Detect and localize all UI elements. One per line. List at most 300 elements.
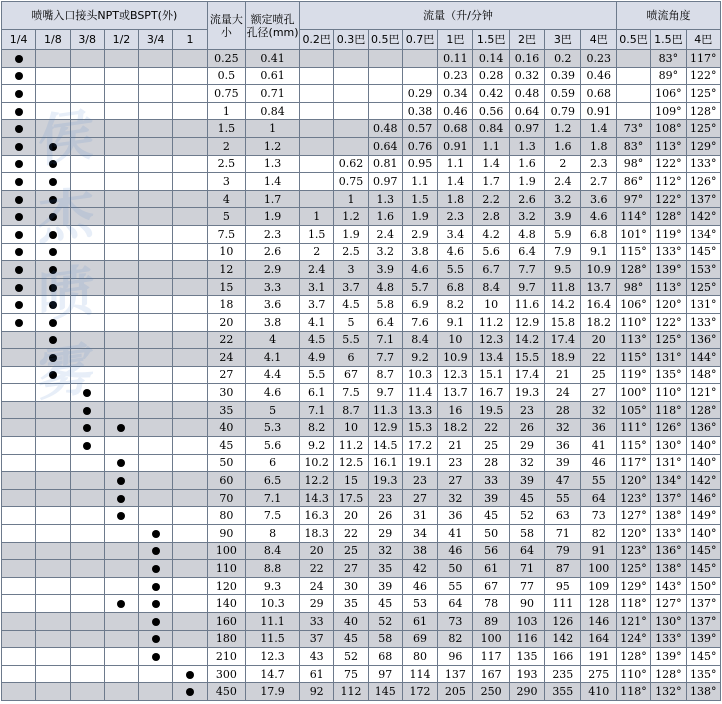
spray-angle-cell: 113° xyxy=(651,278,686,296)
inlet-availability-cell xyxy=(2,560,36,578)
inlet-availability-cell xyxy=(36,278,70,296)
spray-angle-cell: 119° xyxy=(616,366,650,384)
flow-value-cell: 4.5 xyxy=(300,331,334,349)
flow-value-cell: 3.2 xyxy=(509,208,544,226)
inlet-availability-cell xyxy=(36,419,70,437)
inlet-availability-cell xyxy=(70,419,104,437)
available-dot-icon xyxy=(152,547,160,555)
flow-value-cell: 0.38 xyxy=(402,102,437,120)
flow-value-cell: 14.2 xyxy=(545,296,581,314)
inlet-availability-cell xyxy=(173,665,207,683)
flow-value-cell: 15.5 xyxy=(509,349,544,367)
flow-value-cell: 2.3 xyxy=(438,208,473,226)
flow-value-cell: 117 xyxy=(473,648,509,666)
flow-value-cell: 166 xyxy=(545,648,581,666)
table-row xyxy=(2,278,721,296)
flow-value-cell: 32 xyxy=(509,454,544,472)
spray-angle-cell: 110° xyxy=(616,313,650,331)
flow-value-cell: 191 xyxy=(581,648,616,666)
spray-angle-cell: 113° xyxy=(616,331,650,349)
inlet-availability-cell xyxy=(173,102,207,120)
orifice-cell: 0.71 xyxy=(246,85,300,103)
inlet-availability-cell xyxy=(2,50,36,68)
inlet-availability-cell xyxy=(104,525,138,543)
flow-value-cell: 114 xyxy=(402,665,437,683)
flow-value-cell: 1.5 xyxy=(300,225,334,243)
inlet-availability-cell xyxy=(36,155,70,173)
available-dot-icon xyxy=(15,143,23,151)
inlet-availability-cell xyxy=(2,366,36,384)
available-dot-icon xyxy=(152,530,160,538)
flow-value-cell: 41 xyxy=(581,437,616,455)
table-row xyxy=(2,102,721,120)
flow-value-cell: 250 xyxy=(473,683,509,701)
inlet-size-header: 1/8 xyxy=(36,30,70,50)
inlet-availability-cell xyxy=(139,472,173,490)
spray-angle-cell: 109° xyxy=(651,102,686,120)
flow-value-cell: 6.7 xyxy=(473,261,509,279)
flow-size-cell: 18 xyxy=(207,296,245,314)
inlet-availability-cell xyxy=(36,190,70,208)
inlet-availability-cell xyxy=(139,173,173,191)
inlet-availability-cell xyxy=(70,190,104,208)
flow-value-cell: 355 xyxy=(545,683,581,701)
flow-value-cell: 58 xyxy=(368,630,402,648)
spray-angle-cell: 135° xyxy=(651,366,686,384)
flow-value-cell: 6.8 xyxy=(438,278,473,296)
inlet-availability-cell xyxy=(104,366,138,384)
flow-value-cell: 61 xyxy=(402,613,437,631)
orifice-cell: 0.41 xyxy=(246,50,300,68)
inlet-availability-cell xyxy=(70,665,104,683)
flow-value-cell: 1.4 xyxy=(438,173,473,191)
flow-value-cell: 45 xyxy=(509,489,544,507)
flow-value-cell: 67 xyxy=(334,366,368,384)
spray-angle-cell: 131° xyxy=(686,296,721,314)
inlet-availability-cell xyxy=(173,313,207,331)
flow-value-cell: 167 xyxy=(473,665,509,683)
inlet-availability-cell xyxy=(139,648,173,666)
inlet-availability-cell xyxy=(139,190,173,208)
inlet-availability-cell xyxy=(104,613,138,631)
orifice-cell: 1.7 xyxy=(246,190,300,208)
flow-value-cell: 0.23 xyxy=(581,50,616,68)
flow-value-cell: 0.81 xyxy=(368,155,402,173)
flow-value-cell: 18.3 xyxy=(300,525,334,543)
flow-value-cell: 7.9 xyxy=(545,243,581,261)
flow-size-cell: 100 xyxy=(207,542,245,560)
flow-value-cell: 79 xyxy=(545,542,581,560)
flow-value-cell: 12.3 xyxy=(438,366,473,384)
flow-pressure-header: 0.3巴 xyxy=(334,30,368,50)
spray-angle-cell: 125° xyxy=(686,85,721,103)
flow-value-cell: 56 xyxy=(473,542,509,560)
orifice-cell: 17.9 xyxy=(246,683,300,701)
flow-value-cell: 5.6 xyxy=(473,243,509,261)
flow-value-cell: 46 xyxy=(402,577,437,595)
available-dot-icon xyxy=(15,231,23,239)
available-dot-icon xyxy=(49,248,57,256)
available-dot-icon xyxy=(83,389,91,397)
flow-value-cell: 39 xyxy=(509,472,544,490)
flow-value-cell: 1.9 xyxy=(334,225,368,243)
inlet-availability-cell xyxy=(104,648,138,666)
inlet-availability-cell xyxy=(104,208,138,226)
inlet-availability-cell xyxy=(36,472,70,490)
flow-value-cell: 12.9 xyxy=(509,313,544,331)
inlet-availability-cell xyxy=(173,613,207,631)
flow-value-cell: 17.4 xyxy=(509,366,544,384)
flow-value-cell: 7.6 xyxy=(402,313,437,331)
spray-angle-cell: 125° xyxy=(686,120,721,138)
table-row xyxy=(2,85,721,103)
spray-angle-cell: 126° xyxy=(651,419,686,437)
spray-angle-cell: 111° xyxy=(616,419,650,437)
flow-value-cell: 34 xyxy=(402,525,437,543)
table-row xyxy=(2,489,721,507)
flow-value-cell: 75 xyxy=(334,665,368,683)
spray-angle-cell xyxy=(616,50,650,68)
flow-value-cell: 5.8 xyxy=(368,296,402,314)
spray-angle-cell: 139° xyxy=(651,261,686,279)
flow-value-cell: 50 xyxy=(473,525,509,543)
orifice-cell: 5 xyxy=(246,401,300,419)
flow-value-cell: 95 xyxy=(545,577,581,595)
flow-value-cell: 21 xyxy=(438,437,473,455)
inlet-availability-cell xyxy=(2,419,36,437)
inlet-availability-cell xyxy=(2,173,36,191)
orifice-cell: 8 xyxy=(246,525,300,543)
flow-value-cell: 146 xyxy=(581,613,616,631)
spray-angle-cell: 143° xyxy=(651,577,686,595)
flow-value-cell: 12.3 xyxy=(473,331,509,349)
flow-value-cell: 39 xyxy=(368,577,402,595)
spray-angle-cell: 101° xyxy=(616,225,650,243)
spray-angle-cell: 125° xyxy=(686,278,721,296)
inlet-availability-cell xyxy=(2,243,36,261)
flow-value-cell: 6.8 xyxy=(581,225,616,243)
spray-angle-cell: 130° xyxy=(651,437,686,455)
inlet-availability-cell xyxy=(139,437,173,455)
flow-value-cell: 10 xyxy=(473,296,509,314)
flow-value-cell: 26 xyxy=(509,419,544,437)
spray-angle-cell: 112° xyxy=(651,173,686,191)
flow-value-cell: 135 xyxy=(509,648,544,666)
available-dot-icon xyxy=(49,231,57,239)
inlet-availability-cell xyxy=(104,190,138,208)
spray-angle-cell xyxy=(616,102,650,120)
flow-value-cell: 12.5 xyxy=(334,454,368,472)
inlet-availability-cell xyxy=(104,630,138,648)
available-dot-icon xyxy=(49,196,57,204)
inlet-availability-cell xyxy=(173,137,207,155)
inlet-availability-cell xyxy=(173,278,207,296)
inlet-availability-cell xyxy=(104,173,138,191)
flow-value-cell: 16.1 xyxy=(368,454,402,472)
inlet-availability-cell xyxy=(139,50,173,68)
flow-size-cell: 15 xyxy=(207,278,245,296)
inlet-availability-cell xyxy=(70,173,104,191)
inlet-availability-cell xyxy=(139,261,173,279)
flow-size-cell: 300 xyxy=(207,665,245,683)
flow-value-cell: 7.1 xyxy=(300,401,334,419)
inlet-availability-cell xyxy=(139,331,173,349)
spray-angle-cell: 108° xyxy=(651,120,686,138)
flow-value-cell: 8.7 xyxy=(368,366,402,384)
flow-value-cell: 1.3 xyxy=(368,190,402,208)
table-row xyxy=(2,648,721,666)
inlet-availability-cell xyxy=(2,401,36,419)
spray-angle-cell: 117° xyxy=(686,50,721,68)
flow-value-cell: 14.5 xyxy=(368,437,402,455)
inlet-availability-cell xyxy=(36,313,70,331)
inlet-availability-cell xyxy=(139,366,173,384)
flow-value-cell: 0.39 xyxy=(545,67,581,85)
inlet-availability-cell xyxy=(36,648,70,666)
flow-value-cell xyxy=(300,120,334,138)
table-row xyxy=(2,525,721,543)
orifice-cell: 8.8 xyxy=(246,560,300,578)
flow-value-cell: 3.4 xyxy=(438,225,473,243)
inlet-availability-cell xyxy=(2,489,36,507)
inlet-availability-cell xyxy=(36,683,70,701)
spray-angle-cell: 129° xyxy=(616,577,650,595)
flow-value-cell: 36 xyxy=(438,507,473,525)
inlet-availability-cell xyxy=(104,155,138,173)
inlet-availability-cell xyxy=(70,155,104,173)
flow-value-cell: 9.7 xyxy=(509,278,544,296)
inlet-availability-cell xyxy=(2,525,36,543)
orifice-cell: 3.8 xyxy=(246,313,300,331)
spray-angle-cell: 137° xyxy=(686,595,721,613)
flow-value-cell: 0.2 xyxy=(545,50,581,68)
flow-value-cell: 28 xyxy=(473,454,509,472)
flow-value-cell: 47 xyxy=(545,472,581,490)
inlet-availability-cell xyxy=(104,384,138,402)
inlet-availability-cell xyxy=(2,225,36,243)
inlet-availability-cell xyxy=(139,137,173,155)
inlet-availability-cell xyxy=(139,67,173,85)
flow-value-cell: 0.28 xyxy=(473,67,509,85)
flow-value-cell: 0.48 xyxy=(368,120,402,138)
available-dot-icon xyxy=(117,477,125,485)
angle-pressure-header: 1.5巴 xyxy=(651,30,686,50)
flow-value-cell: 53 xyxy=(402,595,437,613)
inlet-availability-cell xyxy=(70,85,104,103)
inlet-availability-cell xyxy=(173,577,207,595)
inlet-connection-header: 喷嘴入口接头NPT或BSPT(外) xyxy=(2,2,208,30)
flow-value-cell: 164 xyxy=(581,630,616,648)
available-dot-icon xyxy=(49,301,57,309)
inlet-availability-cell xyxy=(70,349,104,367)
flow-value-cell: 6.4 xyxy=(509,243,544,261)
inlet-availability-cell xyxy=(70,296,104,314)
inlet-availability-cell xyxy=(173,560,207,578)
flow-value-cell: 18.2 xyxy=(438,419,473,437)
flow-value-cell: 10 xyxy=(438,331,473,349)
flow-value-cell: 20 xyxy=(581,331,616,349)
flow-value-cell: 0.59 xyxy=(545,85,581,103)
orifice-diameter-header xyxy=(246,2,300,50)
spray-angle-cell: 100° xyxy=(616,384,650,402)
inlet-availability-cell xyxy=(104,542,138,560)
flow-value-cell: 9.2 xyxy=(402,349,437,367)
inlet-availability-cell xyxy=(139,155,173,173)
flow-value-cell: 1.1 xyxy=(402,173,437,191)
flow-value-cell: 61 xyxy=(473,560,509,578)
flow-value-cell: 5.7 xyxy=(402,278,437,296)
spray-angle-cell: 115° xyxy=(616,243,650,261)
inlet-availability-cell xyxy=(104,401,138,419)
flow-size-cell: 160 xyxy=(207,613,245,631)
flow-value-cell: 19.3 xyxy=(509,384,544,402)
spray-angle-cell: 122° xyxy=(651,190,686,208)
flow-value-cell: 41 xyxy=(438,525,473,543)
flow-value-cell: 2.8 xyxy=(473,208,509,226)
available-dot-icon xyxy=(15,90,23,98)
flow-value-cell: 15 xyxy=(334,472,368,490)
inlet-availability-cell xyxy=(36,173,70,191)
flow-value-cell: 29 xyxy=(509,437,544,455)
flow-pressure-header: 0.7巴 xyxy=(402,30,437,50)
spray-angle-cell: 150° xyxy=(686,577,721,595)
spray-angle-cell: 128° xyxy=(686,102,721,120)
flow-value-cell: 25 xyxy=(581,366,616,384)
flow-value-cell: 32 xyxy=(368,542,402,560)
flow-value-cell: 29 xyxy=(368,525,402,543)
spray-angle-cell: 120° xyxy=(616,472,650,490)
flow-size-cell: 180 xyxy=(207,630,245,648)
orifice-cell: 14.7 xyxy=(246,665,300,683)
inlet-availability-cell xyxy=(36,331,70,349)
orifice-diameter-label: 额定喷孔孔径(mm) xyxy=(246,12,299,39)
inlet-availability-cell xyxy=(173,173,207,191)
spray-angle-cell: 136° xyxy=(651,542,686,560)
flow-value-cell: 3.2 xyxy=(545,190,581,208)
flow-value-cell: 7.1 xyxy=(368,331,402,349)
inlet-availability-cell xyxy=(139,542,173,560)
inlet-availability-cell xyxy=(139,507,173,525)
orifice-cell: 4.4 xyxy=(246,366,300,384)
inlet-availability-cell xyxy=(70,366,104,384)
table-row xyxy=(2,384,721,402)
angle-pressure-header: 0.5巴 xyxy=(616,30,650,50)
inlet-availability-cell xyxy=(173,67,207,85)
flow-value-cell: 4.6 xyxy=(581,208,616,226)
inlet-availability-cell xyxy=(70,489,104,507)
flow-size-cell: 70 xyxy=(207,489,245,507)
inlet-availability-cell xyxy=(70,630,104,648)
inlet-availability-cell xyxy=(2,85,36,103)
flow-value-cell: 0.48 xyxy=(509,85,544,103)
inlet-availability-cell xyxy=(104,577,138,595)
flow-value-cell: 50 xyxy=(438,560,473,578)
inlet-availability-cell xyxy=(36,67,70,85)
inlet-availability-cell xyxy=(173,401,207,419)
orifice-cell: 2.6 xyxy=(246,243,300,261)
inlet-availability-cell xyxy=(2,384,36,402)
spray-angle-cell: 140° xyxy=(686,454,721,472)
flow-value-cell xyxy=(334,120,368,138)
flow-value-cell: 0.97 xyxy=(368,173,402,191)
flow-value-cell: 2.2 xyxy=(473,190,509,208)
flow-pressure-header: 2巴 xyxy=(509,30,544,50)
inlet-availability-cell xyxy=(2,542,36,560)
flow-value-cell: 0.34 xyxy=(438,85,473,103)
spray-angle-cell: 127° xyxy=(651,595,686,613)
inlet-availability-cell xyxy=(2,577,36,595)
flow-value-cell: 0.46 xyxy=(438,102,473,120)
available-dot-icon xyxy=(83,407,91,415)
flow-value-cell: 32 xyxy=(438,489,473,507)
flow-size-cell: 5 xyxy=(207,208,245,226)
table-row xyxy=(2,137,721,155)
watermark-label: 侯杰喷雾 xyxy=(38,336,94,410)
spray-angle-cell: 119° xyxy=(651,225,686,243)
table-row xyxy=(2,507,721,525)
inlet-availability-cell xyxy=(139,278,173,296)
orifice-cell: 7.1 xyxy=(246,489,300,507)
inlet-availability-cell xyxy=(104,102,138,120)
spray-angle-cell: 115° xyxy=(616,437,650,455)
flow-size-cell: 2 xyxy=(207,137,245,155)
spray-angle-cell: 138° xyxy=(686,683,721,701)
flow-value-cell: 205 xyxy=(438,683,473,701)
table-row xyxy=(2,472,721,490)
inlet-availability-cell xyxy=(173,261,207,279)
flow-value-cell: 13.7 xyxy=(438,384,473,402)
flow-value-cell: 0.75 xyxy=(334,173,368,191)
flow-value-cell: 4.2 xyxy=(473,225,509,243)
table-row xyxy=(2,542,721,560)
spray-angle-cell: 146° xyxy=(686,489,721,507)
available-dot-icon xyxy=(152,618,160,626)
flow-value-cell: 55 xyxy=(438,577,473,595)
flow-value-cell: 45 xyxy=(368,595,402,613)
table-row xyxy=(2,401,721,419)
orifice-cell: 11.1 xyxy=(246,613,300,631)
flow-value-cell: 11.8 xyxy=(545,278,581,296)
inlet-availability-cell xyxy=(2,331,36,349)
table-row xyxy=(2,67,721,85)
available-dot-icon xyxy=(49,160,57,168)
orifice-cell: 4.1 xyxy=(246,349,300,367)
inlet-size-header: 3/8 xyxy=(70,30,104,50)
inlet-availability-cell xyxy=(36,401,70,419)
flow-value-cell: 1.7 xyxy=(473,173,509,191)
flow-value-cell: 410 xyxy=(581,683,616,701)
inlet-availability-cell xyxy=(36,454,70,472)
available-dot-icon xyxy=(15,108,23,116)
inlet-availability-cell xyxy=(139,384,173,402)
inlet-availability-cell xyxy=(173,85,207,103)
flow-value-cell xyxy=(402,50,437,68)
orifice-cell: 4.6 xyxy=(246,384,300,402)
table-row xyxy=(2,208,721,226)
inlet-availability-cell xyxy=(70,560,104,578)
table-row xyxy=(2,437,721,455)
flow-size-cell: 80 xyxy=(207,507,245,525)
spray-angle-cell: 73° xyxy=(616,120,650,138)
spray-angle-cell: 106° xyxy=(651,85,686,103)
table-row xyxy=(2,595,721,613)
flow-value-cell: 87 xyxy=(545,560,581,578)
flow-value-cell: 2.5 xyxy=(334,243,368,261)
inlet-availability-cell xyxy=(36,489,70,507)
inlet-availability-cell xyxy=(173,525,207,543)
flow-value-cell: 10.9 xyxy=(438,349,473,367)
flow-value-cell: 6 xyxy=(334,349,368,367)
